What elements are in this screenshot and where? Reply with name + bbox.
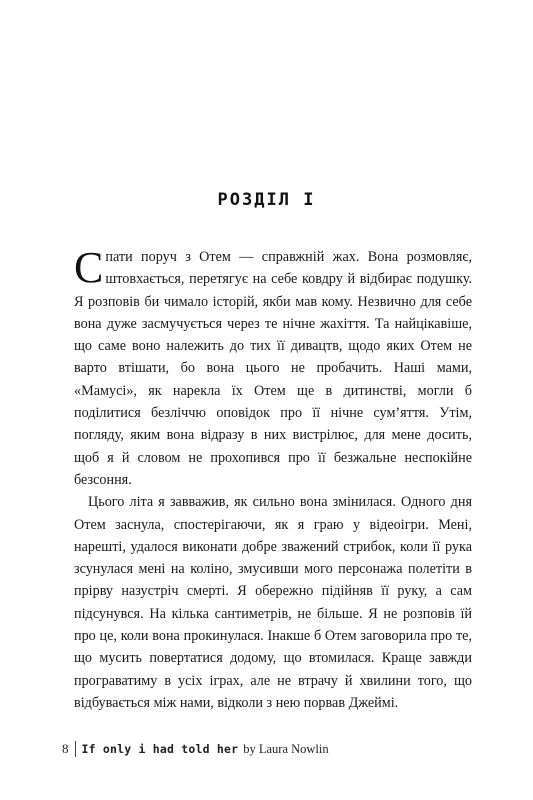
page-number: 8 [62, 741, 69, 756]
drop-cap: С [74, 243, 104, 292]
page-footer [62, 738, 329, 760]
paragraph-1 [74, 243, 472, 491]
chapter-title: РОЗДІЛ I [217, 190, 316, 210]
book-title: If only i had told her [81, 742, 239, 756]
paragraph-1-text: пати поруч з Отем — справжній жах. Вона розмовляє, штовхається, перетягує на себе ковдру й відбирає подушку. Я розповів би чимало історій, якби мав кому. Незвично для себе вона дуже засмучується через те нічне жахіття. Та найцікавіше, що саме воно належить до тих її дивацтв, щодо яких Отем не варто втішати, бо вона цього не пробачить. Наші мами, «Мамусі», як нарекла їх Отем ще в дитинстві, могли б поділитися безліччю оповідок про її нічне сум’яття. Утім, погляду, яким вона відразу в них вистрілює, для мене досить, щоб я й словом не прохопився про її безжальне неспокійне безсоння. [74, 249, 472, 488]
book-author: by Laura Nowlin [243, 741, 329, 756]
chapter-body [74, 243, 472, 714]
footer-divider [75, 741, 76, 757]
paragraph-2: Цього літа я завважив, як сильно вона змінилася. Одного дня Отем заснула, спостерігаючи, як я граю у відеоігри. Мені, нарешті, удалося виконати добре зважений стрибок, коли її рука зсунулася мені на коліно, змусивши мого персонажа полетіти в прірву назустріч смерті. Я обережно підійняв її руку, а сам підсунувся. На кілька сантиметрів, не більше. Я не розповів їй про це, коли вона прокинулася. Інакше б Отем заговорила про те, що мусить повертатися додому, що втомилася. Краще завжди програватиму в усіх іграх, але не втрачу й хвилини того, що відбувається між нами, відколи з нею порвав Джеймі. [74, 494, 472, 711]
